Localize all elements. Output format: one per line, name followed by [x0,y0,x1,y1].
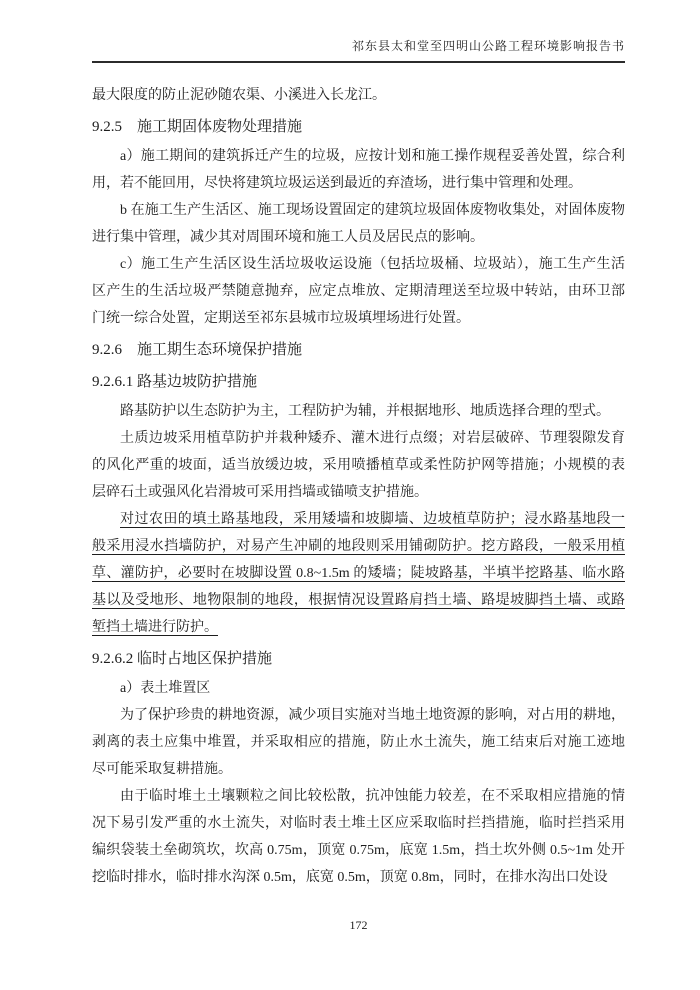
section-heading: 9.2.6 施工期生态环境保护措施 [92,342,303,358]
page-footer [92,918,625,933]
text-line: 区产生的生活垃圾严禁随意抛弃，应定点堆放、定期清理送至垃圾中转站，由环卫部 [92,284,625,299]
text-line: 由于临时堆土土壤颗粒之间比较松散，抗冲蚀能力较差，在不采取相应措施的情 [120,789,625,804]
text-line: a）施工期间的建筑拆迁产生的垃圾，应按计划和施工操作规程妥善处置，综合利 [120,149,625,164]
text-line: 况下易引发严重的水土流失，对临时表土堆土区应采取临时拦挡措施，临时拦挡采用 [92,816,625,831]
text-line: 进行集中管理，减少其对周围环境和施工人员及居民点的影响。 [92,230,484,245]
text-line: 路基防护以生态防护为主，工程防护为辅，并根据地形、地质选择合理的型式。 [120,404,610,419]
text-line: 的风化严重的坡面，适当放缓边坡，采用喷播植草或柔性防护网等措施；小规模的表 [92,458,625,473]
text-line: 门统一综合处置，定期送至祁东县城市垃圾填埋场进行处置。 [92,311,470,326]
text-line: b 在施工生产生活区、施工现场设置固定的建筑垃圾固体废物收集处，对固体废物 [120,203,625,218]
header-title: 祁东县太和堂至四明山公路工程环境影响报告书 [351,39,625,53]
text-line: a）表土堆置区 [120,681,211,696]
page-header [92,38,625,54]
section-heading: 9.2.6.1 路基边坡防护措施 [92,374,258,390]
text-line: c）施工生产生活区设生活垃圾收运设施（包括垃圾桶、垃圾站），施工生产生活 [120,257,625,272]
page-number: 172 [349,918,368,932]
section-heading: 9.2.6.2 临时占地区保护措施 [92,651,273,667]
text-line: 最大限度的防止泥砂随农渠、小溪进入长龙江。 [92,88,386,103]
text-line: 层碎石土或强风化岩滑坡可采用挡墙或锚喷支护措施。 [92,485,428,500]
text-line: 堑挡土墙进行防护。 [92,620,218,635]
document-body [92,82,625,891]
text-line: 基以及受地形、地物限制的地段，根据情况设置路肩挡土墙、路堤坡脚挡土墙、或路 [92,593,625,608]
text-line: 般采用浸水挡墙防护，对易产生冲刷的地段则采用铺砌防护。挖方路段，一般采用植 [92,539,625,554]
section-heading: 9.2.5 施工期固体废物处理措施 [92,119,303,135]
text-line: 编织袋装土垒砌筑坎，坎高 0.75m，顶宽 0.75m，底宽 1.5m，挡土坎外侧 0.5~1m 处开 [92,843,625,858]
text-line: 土质边坡采用植草防护并栽种矮乔、灌木进行点缀；对岩层破碎、节理裂隙发育 [120,431,625,446]
text-line: 为了保护珍贵的耕地资源，减少项目实施对当地土地资源的影响，对占用的耕地， [120,708,625,723]
text-line: 用，若不能回用，尽快将建筑垃圾运送到最近的弃渣场，进行集中管理和处理。 [92,176,582,191]
text-line: 尽可能采取复耕措施。 [92,762,232,777]
text-line: 挖临时排水，临时排水沟深 0.5m，底宽 0.5m，顶宽 0.8m，同时，在排水沟出口处设 [92,870,608,885]
header-divider [92,61,625,63]
text-line: 剥离的表土应集中堆置，并采取相应的措施，防止水土流失，施工结束后对施工迹地 [92,735,625,750]
text-line: 草、灌防护，必要时在坡脚设置 0.8~1.5m 的矮墙；陡坡路基，半填半挖路基、临水路 [92,566,625,581]
text-line: 对过农田的填土路基地段，采用矮墙和坡脚墙、边坡植草防护；浸水路基地段一 [120,512,625,527]
